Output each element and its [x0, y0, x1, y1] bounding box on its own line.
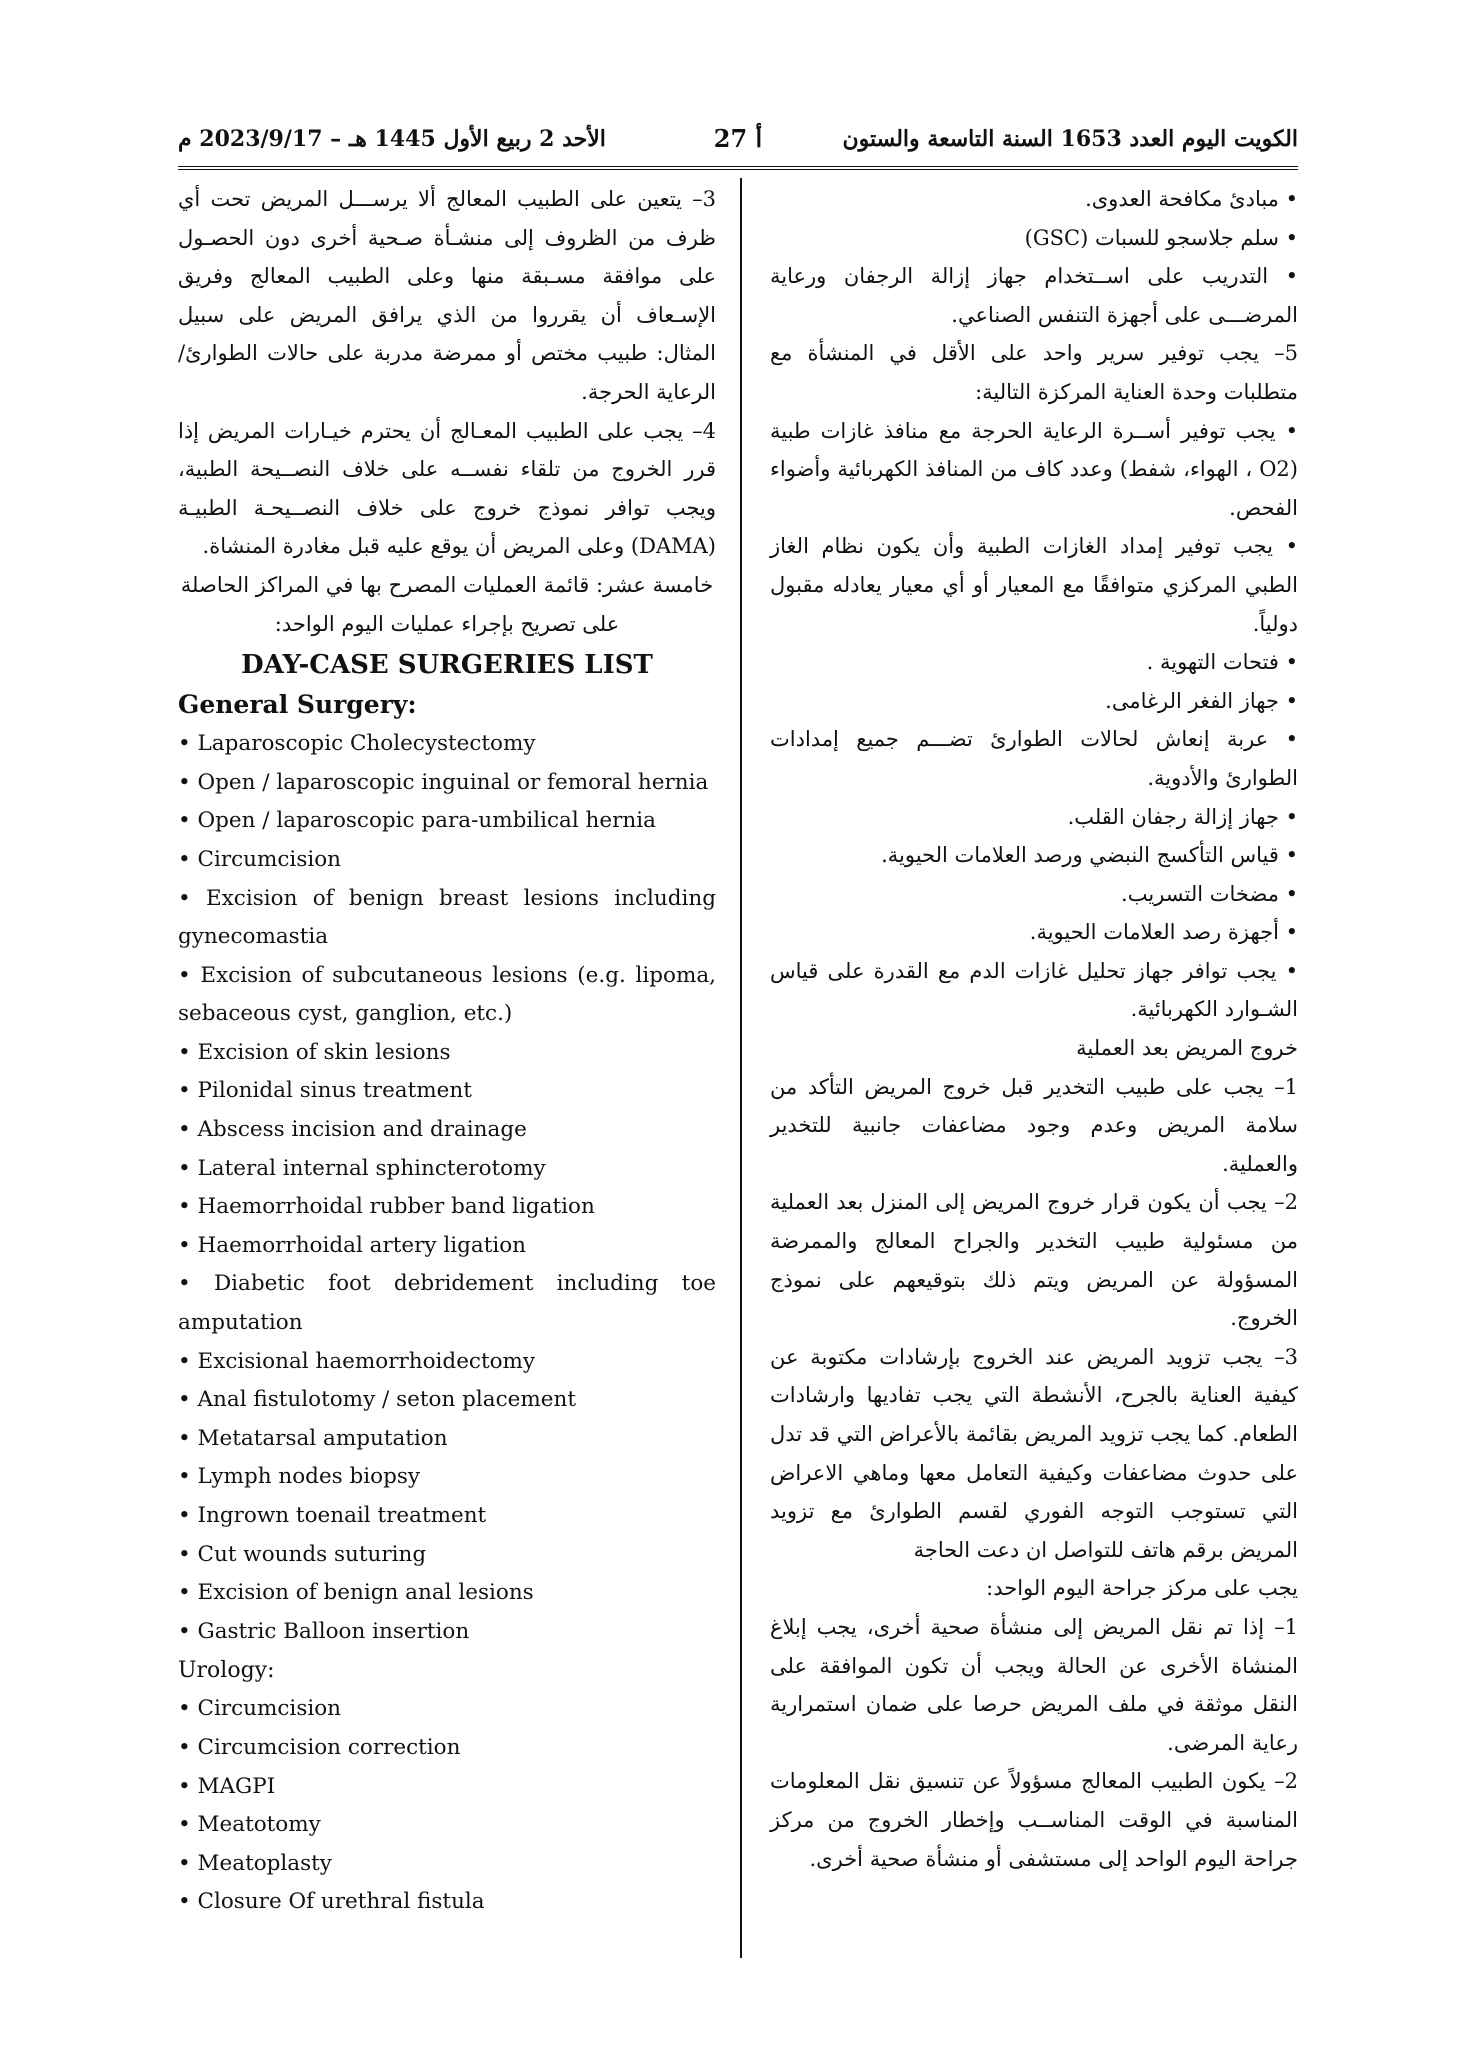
- right-subheading: خروج المريض بعد العملية: [1076, 1036, 1298, 1061]
- right-paragraph: 3– يجب تزويد المريض عند الخروج بإرشادات مكتوبة عن كيفية العناية بالجرح، الأنشطة التي يجب تفاديها وارشادات الطعام. كما يجب تزويد المريض بقائمة بالأعراض التي قد تدل على حدوث مضاعفات وكيفية التعامل معها وماهي الاعراض التي تستوجب التوجه الفوري لقسم الطوارئ مع تزويد المريض برقم هاتف للتواصل ان دعت الحاجة: [770, 1344, 1298, 1562]
- right-paragraph: • سلم جلاسجو للسبات (GSC): [1024, 225, 1298, 250]
- header-date: الأحد 2 ربيع الأول 1445 هـ – 2023/9/17 م: [178, 126, 606, 152]
- list-item: • Lymph nodes biopsy: [178, 1464, 421, 1490]
- right-subheading: يجب على مركز جراحة اليوم الواحد:: [986, 1576, 1298, 1601]
- list-item: • Circumcision: [178, 846, 342, 872]
- right-paragraph: • التدريب على اســتخدام جهاز إزالة الرجفان ورعاية المرضـــى على أجهزة التنفس الصناعي.: [770, 264, 1298, 327]
- list-item: • Gastric Balloon insertion: [178, 1618, 470, 1644]
- list-title: DAY-CASE SURGERIES LIST: [241, 650, 653, 681]
- right-paragraph: 2– يجب أن يكون قرار خروج المريض إلى المنزل بعد العملية من مسئولية طبيب التخدير والجراح المعالج والممرضة المسؤولة عن المريض ويتم ذلك بتوقيعهم على نموذج الخروج.: [770, 1190, 1298, 1331]
- list-item: • MAGPI: [178, 1773, 276, 1799]
- right-paragraph: • يجب توفير إمداد الغازات الطبية وأن يكون نظام الغاز الطبي المركزي متوافقًا مع المعيار أو أي معيار يعادله مقبول دولياً.: [770, 534, 1298, 636]
- list-item: • Closure Of urethral fistula: [178, 1889, 485, 1915]
- list-item: • Anal fistulotomy / seton placement: [178, 1387, 576, 1413]
- list-item: • Meatoplasty: [178, 1850, 332, 1876]
- right-paragraph: • فتحات التهوية .: [1146, 650, 1298, 675]
- right-paragraph: • مبادئ مكافحة العدوى.: [1085, 187, 1298, 211]
- list-item: • Open / laparoscopic para-umbilical hernia: [178, 808, 656, 834]
- right-paragraph: 5– يجب توفير سرير واحد على الأقل في المنشأة مع متطلبات وحدة العناية المركزة التالية:: [770, 341, 1298, 404]
- header-page-number: أ 27: [713, 124, 763, 153]
- right-paragraph: • يجب توافر جهاز تحليل غازات الدم مع القدرة على قياس الشـوارد الكهربائية.: [770, 958, 1298, 1022]
- right-paragraph: • جهاز إزالة رجفان القلب.: [1067, 804, 1298, 829]
- right-paragraph: 1– يجب على طبيب التخدير قبل خروج المريض التأكد من سلامة المريض وعدم وجود مضاعفات جانبية للتخدير والعملية.: [770, 1074, 1298, 1176]
- right-paragraph: • أجهزة رصد العلامات الحيوية.: [1029, 920, 1298, 945]
- left-arabic-paragraph: 4– يجب على الطبيب المعـالج أن يحترم خيـارات المريض إذا قرر الخروج من تلقاء نفســه على خلاف النصــيحة الطبية، ويجب توافر نموذج خروج على خلاف النصــيحـة الطبيـة (DAMA) وعلى المريض أن يوقع عليه قبل مغادرة المنشاة.: [178, 418, 716, 559]
- list-item: • Circumcision: [178, 1696, 342, 1722]
- right-paragraph: • قياس التأكسج النبضي ورصد العلامات الحيوية.: [881, 843, 1298, 868]
- right-paragraph: • يجب توفير أســرة الرعاية الحرجة مع منافذ غازات طبية (O2 ، الهواء، شفط) وعدد كاف من المنافذ الكهربائية وأضواء الفحص.: [770, 418, 1298, 520]
- list-item: • Ingrown toenail treatment: [178, 1503, 487, 1528]
- general-surgery-heading: General Surgery:: [178, 690, 417, 720]
- list-item: • Circumcision correction: [178, 1734, 461, 1760]
- list-item: • Meatotomy: [178, 1812, 321, 1838]
- column-divider: [740, 178, 742, 1958]
- section-heading: خامسة عشر: قائمة العمليات المصرح بها في المراكز الحاصلة على تصريح بإجراء عمليات اليوم الواحد:: [180, 572, 714, 636]
- list-item: • Excision of skin lesions: [178, 1039, 451, 1065]
- list-item: • Cut wounds suturing: [178, 1541, 427, 1567]
- right-paragraph: • جهاز الفغر الرغامى.: [1105, 688, 1298, 713]
- right-paragraph: • مضخات التسريب.: [1121, 881, 1298, 906]
- list-item: • Excision of subcutaneous lesions (e.g. lipoma, sebaceous cyst, ganglion, etc.): [178, 962, 716, 1027]
- right-paragraph: 2– يكون الطبيب المعالج مسؤولاً عن تنسيق نقل المعلومات المناسبة في الوقت المناســب وإخطار الخروج من مركز جراحة اليوم الواحد إلى مستشفى أو منشأة صحية أخرى.: [770, 1769, 1298, 1871]
- list-item: • Excisional haemorrhoidectomy: [178, 1348, 536, 1374]
- list-item: • Metatarsal amputation: [178, 1425, 448, 1451]
- list-item: • Diabetic foot debridement including toe amputation: [178, 1271, 716, 1336]
- left-column: [178, 180, 716, 1922]
- list-item: • Laparoscopic Cholecystectomy: [178, 731, 536, 757]
- list-item: • Open / laparoscopic inguinal or femoral hernia: [178, 769, 709, 795]
- urology-heading: Urology:: [178, 1658, 275, 1684]
- left-arabic-paragraph: 3– يتعين على الطبيب المعالج ألا يرســـل المريض تحت أي ظرف من الظروف إلى منشـأة صـحية أخرى دون الحصـول على موافقة مسـبقة منها وعلى الطبيب المعالج وفريق الإسـعاف أن يقرروا من الذي يرافق المريض على سبيل المثال: طبيب مختص أو ممرضة مدربة على حالات الطوارئ/الرعاية الحرجة.: [178, 187, 716, 404]
- list-item: • Excision of benign anal lesions: [178, 1580, 534, 1606]
- list-item: • Excision of benign breast lesions including gynecomastia: [178, 885, 716, 950]
- right-column: [770, 180, 1298, 1878]
- right-paragraph: 1– إذا تم نقل المريض إلى منشأة صحية أخرى، يجب إبلاغ المنشاة الأخرى عن الحالة ويجب أن تكون الموافقة على النقل موثقة في ملف المريض حرصا على ضمان استمرارية رعاية المرضى.: [770, 1614, 1298, 1755]
- list-item: • Haemorrhoidal rubber band ligation: [178, 1194, 595, 1220]
- list-item: • Abscess incision and drainage: [178, 1117, 527, 1143]
- list-item: • Haemorrhoidal artery ligation: [178, 1232, 527, 1258]
- right-paragraph: • عربة إنعاش لحالات الطوارئ تضـــم جميع إمدادات الطوارئ والأدوية.: [770, 727, 1298, 790]
- header-rule: [178, 166, 1298, 170]
- list-item: • Lateral internal sphincterotomy: [178, 1155, 546, 1181]
- header-issue: الكويت اليوم العدد 1653 السنة التاسعة والستون: [842, 126, 1298, 152]
- page-header: [178, 118, 1298, 158]
- list-item: • Pilonidal sinus treatment: [178, 1078, 472, 1104]
